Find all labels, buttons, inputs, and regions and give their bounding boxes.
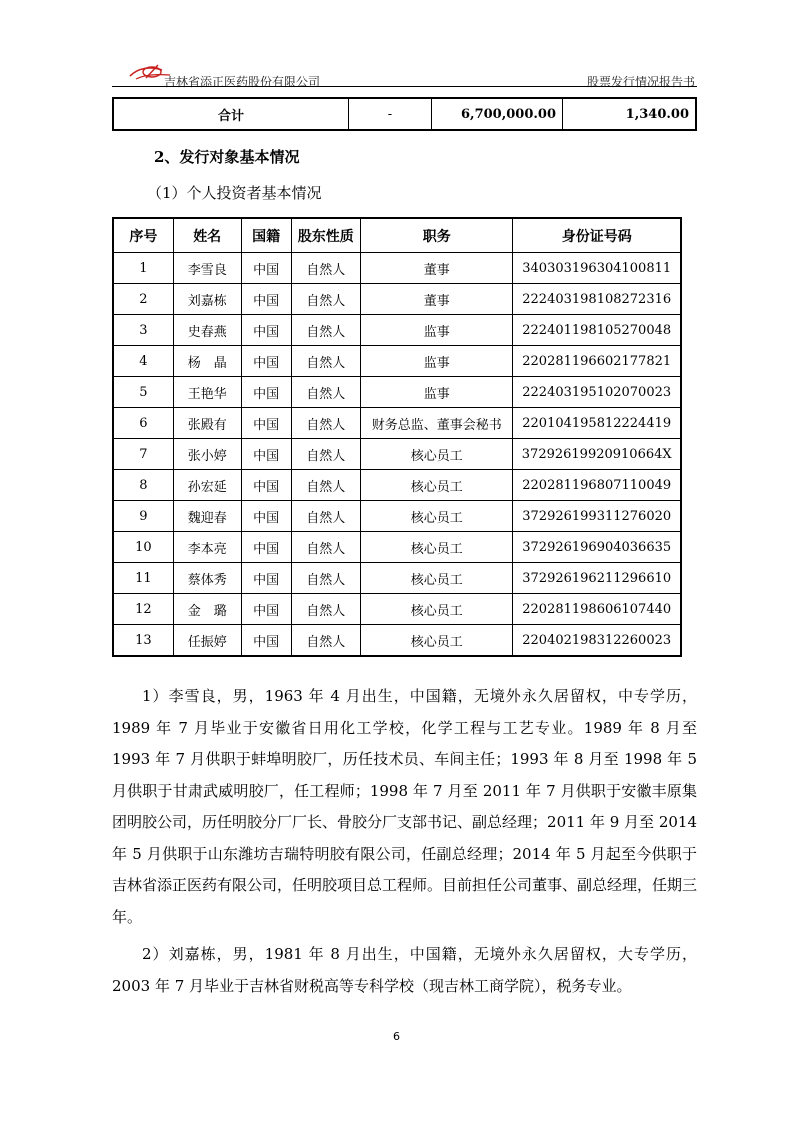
table-cell: 中国 [241,377,291,408]
total-row [113,98,696,130]
table-cell: 自然人 [291,315,360,346]
page-number: 6 [393,1030,400,1043]
header-divider [112,86,697,87]
header-cell: 姓名 [173,218,241,253]
table-cell: 李本亮 [173,532,241,563]
paragraph-1: 1）李雪良，男，1963 年 4 月出生，中国籍，无境外永久居留权，中专学历，1989 年 7 月毕业于安徽省日用化工学校，化学工程与工艺专业。1989 年 8 月至 1993 年 7 月供职于蚌埠明胶厂，历任技术员、车间主任；1993 年 8 月至 1998 年 5 月供职于甘肃武威明胶厂，任工程师；1998 年 7 月至 2011 年 7 月供职于安徽丰原集团明胶公司，历任明胶分厂厂长、骨胶分厂支部书记、副总经理；2011 年 9 月至 2014 年 5 月供职于山东潍坊吉瑞特明胶有限公司，任副总经理；2014 年 5 月起至今供职于吉林省添正医药有限公司，任明胶项目总工程师。目前担任公司董事、副总经理，任期三年。 [112,687,698,926]
table-cell: 10 [113,532,173,563]
table-cell: 任振婷 [173,625,241,657]
table-cell: 金 璐 [173,594,241,625]
table-cell: 自然人 [291,377,360,408]
table-cell: 杨 晶 [173,346,241,377]
table-cell: 1 [113,253,173,284]
company-name: 吉林省添正医药股份有限公司 [164,75,321,89]
table-cell: 中国 [241,470,291,501]
table-row [113,346,681,377]
table-cell: 372926196904036635 [513,532,681,563]
table-cell: 中国 [241,253,291,284]
investor-table [112,217,682,657]
total-amount: 6,700,000.00 [432,98,563,130]
table-cell: 37292619920910664X [513,439,681,470]
table-cell: 董事 [361,284,513,315]
table-cell: 李雪良 [173,253,241,284]
table-cell: 史春燕 [173,315,241,346]
table-cell: 核心员工 [361,439,513,470]
table-row [113,594,681,625]
table-cell: 自然人 [291,532,360,563]
header-cell: 序号 [113,218,173,253]
table-cell: 中国 [241,315,291,346]
table-cell: 5 [113,377,173,408]
table-cell: 自然人 [291,284,360,315]
table-cell: 张小婷 [173,439,241,470]
table-header-row [113,218,681,253]
table-row [113,470,681,501]
table-cell: 中国 [241,625,291,657]
table-cell: 魏迎春 [173,501,241,532]
table-cell: 7 [113,439,173,470]
table-row [113,625,681,657]
table-cell: 自然人 [291,501,360,532]
table-cell: 蔡体秀 [173,563,241,594]
table-cell: 13 [113,625,173,657]
table-row [113,501,681,532]
table-cell: 自然人 [291,346,360,377]
table-cell: 3 [113,315,173,346]
table-cell: 王艳华 [173,377,241,408]
section-title: 2、发行对象基本情况 [154,148,300,166]
report-title: 股票发行情况报告书 [586,75,695,89]
table-cell: 372926199311276020 [513,501,681,532]
table-cell: 董事 [361,253,513,284]
table-cell: 6 [113,408,173,439]
table-cell: 9 [113,501,173,532]
table-cell: 自然人 [291,253,360,284]
paragraph-2: 2）刘嘉栋，男，1981 年 8 月出生，中国籍，无境外永久居留权，大专学历，2003 年 7 月毕业于吉林省财税高等专科学校（现吉林工商学院），税务专业。 [112,945,697,995]
table-cell: 372926196211296610 [513,563,681,594]
table-cell: 监事 [361,377,513,408]
table-cell: 中国 [241,346,291,377]
table-cell: 4 [113,346,173,377]
table-cell: 340303196304100811 [513,253,681,284]
table-row [113,253,681,284]
table-cell: 刘嘉栋 [173,284,241,315]
table-row [113,408,681,439]
table-cell: 中国 [241,563,291,594]
table-cell: 220104195812224419 [513,408,681,439]
table-cell: 监事 [361,346,513,377]
table-cell: 222403195102070023 [513,377,681,408]
table-cell: 核心员工 [361,625,513,657]
table-cell: 自然人 [291,439,360,470]
table-cell: 核心员工 [361,532,513,563]
table-cell: 监事 [361,315,513,346]
table-cell: 2 [113,284,173,315]
table-cell: 自然人 [291,563,360,594]
total-shares: 1,340.00 [563,98,697,130]
table-cell: 220281198606107440 [513,594,681,625]
table-cell: 核心员工 [361,501,513,532]
table-cell: 220281196602177821 [513,346,681,377]
table-cell: 核心员工 [361,594,513,625]
table-cell: 张殿有 [173,408,241,439]
table-cell: 220402198312260023 [513,625,681,657]
header-cell: 国籍 [241,218,291,253]
table-cell: 核心员工 [361,470,513,501]
table-cell: 220281196807110049 [513,470,681,501]
table-row [113,439,681,470]
total-table [112,97,697,131]
total-col2: - [349,98,432,130]
table-row [113,377,681,408]
table-row [113,532,681,563]
table-cell: 222403198108272316 [513,284,681,315]
table-cell: 中国 [241,284,291,315]
table-cell: 中国 [241,439,291,470]
total-label: 合计 [113,98,349,130]
table-cell: 11 [113,563,173,594]
header-cell: 职务 [361,218,513,253]
table-cell: 中国 [241,501,291,532]
table-cell: 8 [113,470,173,501]
table-cell: 12 [113,594,173,625]
header-cell: 身份证号码 [513,218,681,253]
table-cell: 222401198105270048 [513,315,681,346]
table-cell: 中国 [241,532,291,563]
table-cell: 中国 [241,408,291,439]
table-row [113,284,681,315]
sub-title: （1）个人投资者基本情况 [147,184,322,202]
table-cell: 自然人 [291,408,360,439]
table-row [113,315,681,346]
table-row [113,563,681,594]
table-cell: 孙宏延 [173,470,241,501]
table-cell: 核心员工 [361,563,513,594]
table-cell: 自然人 [291,470,360,501]
table-cell: 财务总监、董事会秘书 [361,408,513,439]
table-cell: 自然人 [291,594,360,625]
table-cell: 自然人 [291,625,360,657]
table-cell: 中国 [241,594,291,625]
header-cell: 股东性质 [291,218,360,253]
page-header [112,62,697,89]
